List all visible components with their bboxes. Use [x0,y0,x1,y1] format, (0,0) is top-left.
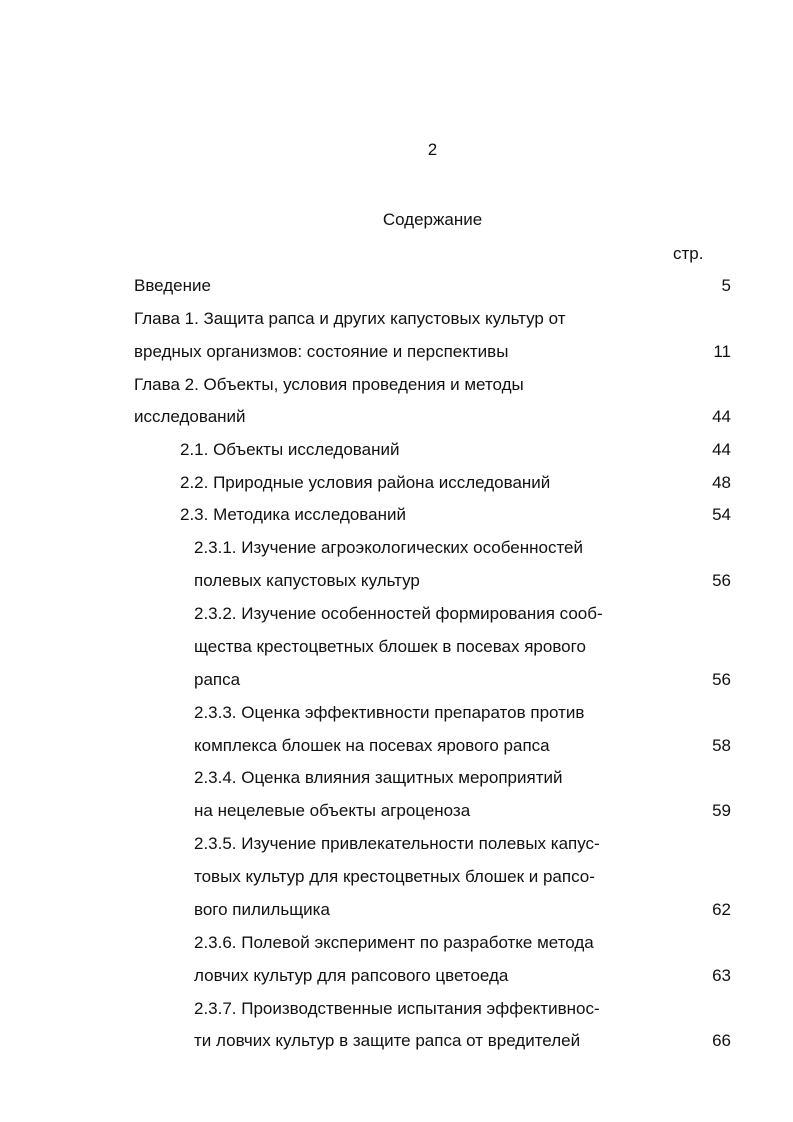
toc-entry-page: 44 [712,440,731,459]
toc-entry-line: 2.3.3. Оценка эффективности препаратов против [194,703,585,722]
toc-entry-page: 66 [712,1031,731,1050]
toc-entry-line: комплекса блошек на посевах ярового рапса [194,736,550,755]
toc-entry-line: Глава 2. Объекты, условия проведения и методы [134,375,524,394]
toc-entry-page: 63 [712,966,731,985]
toc-entry-line: 2.3.4. Оценка влияния защитных мероприятий [194,768,563,787]
toc-entry-page: 54 [712,505,731,524]
toc-entry-line: 2.3.2. Изучение особенностей формирования сооб- [194,604,603,623]
page-column-label: стр. [673,244,704,263]
toc-entry-line: товых культур для крестоцветных блошек и рапсо- [194,867,595,886]
toc-entry-line: 2.3. Методика исследований [180,505,406,524]
toc-entry-page: 48 [712,473,731,492]
toc-entry-line: на нецелевые объекты агроценоза [194,801,471,820]
toc-entry-line: 2.3.7. Производственные испытания эффективнос- [194,999,600,1018]
toc-entry-line: рапса [194,670,241,689]
toc-entry-line: Глава 1. Защита рапса и других капустовых культур от [134,309,566,328]
toc-entry-line: ти ловчих культур в защите рапса от вредителей [194,1031,581,1050]
toc-entry-line: 2.2. Природные условия района исследований [180,473,551,492]
toc-entry-line: вого пилильщика [194,900,330,919]
toc-entry-page: 56 [712,670,731,689]
toc-entry-page: 59 [712,801,731,820]
page-number: 2 [427,140,438,159]
toc-entry-line: исследований [134,407,246,426]
toc-entry-line: 2.3.6. Полевой эксперимент по разработке метода [194,933,594,952]
toc-entry-page: 62 [712,900,731,919]
toc-entry-line: щества крестоцветных блошек в посевах ярового [194,637,586,656]
toc-entry-page: 58 [712,736,731,755]
toc-entry-page: 5 [721,276,731,295]
toc-title: Содержание [382,210,483,229]
toc-entry-line: вредных организмов: состояние и перспективы [134,342,509,361]
toc-entry-line: 2.3.5. Изучение привлекательности полевых капус- [194,834,600,853]
toc-entry-page: 11 [713,342,731,361]
toc-entry-line: 2.1. Объекты исследований [180,440,400,459]
toc-entry-line: Введение [134,276,211,295]
toc-entry-line: 2.3.1. Изучение агроэкологических особенностей [194,538,584,557]
toc-entry-page: 44 [712,407,731,426]
toc-entry-line: полевых капустовых культур [194,571,420,590]
toc-entry-line: ловчих культур для рапсового цветоеда [194,966,509,985]
toc-entry-page: 56 [712,571,731,590]
